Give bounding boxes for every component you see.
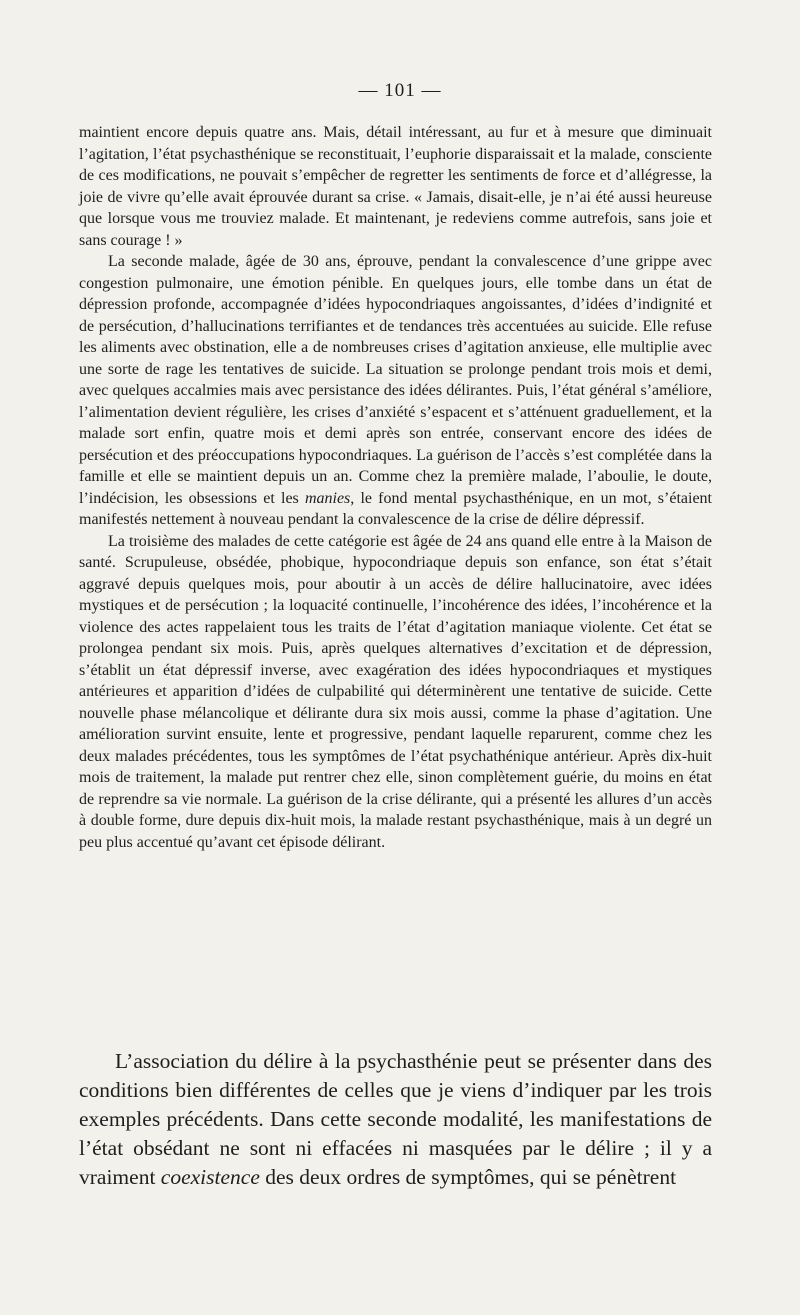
paragraph-2-end: , le fond mental psychasthénique, en un mot, s’étaient manifestés nettement à nouveau pendant la convalescence de la crise de délire dépressif. xyxy=(79,489,712,528)
paragraph-1: maintient encore depuis quatre ans. Mais, détail intéressant, au fur et à mesure que diminuait l’agitation, l’état psychasthénique se reconstituait, l’euphorie disparaissait et la malade, consciente de ces modifications, ne pouvait s’empêcher de regretter les sentiments de force et d’allégresse, la joie de vivre qu’elle avait éprouvée durant sa crise. « Jamais, disait-elle, je n’ai été aussi heureuse que lorsque vous me trouviez malade. Et maintenant, je redeviens comme autrefois, sans joie et sans courage ! » xyxy=(79,124,712,249)
large-text-section xyxy=(79,1047,712,1192)
body-text xyxy=(79,122,712,853)
paragraph-4-italic: coexistence xyxy=(160,1165,260,1189)
paragraph-4-end: des deux ordres de symptômes, qui se pénètrent xyxy=(259,1165,677,1189)
paragraph-3: La troisième des malades de cette catégorie est âgée de 24 ans quand elle entre à la Maison de santé. Scrupuleuse, obsédée, phobique, hypocondriaque depuis son enfance, son état s’était aggravé depuis quelques mois, pour aboutir à un accès de délire hallucinatoire, avec idées mystiques et de persécution ; la loquacité continuelle, l’incohérence des idées, l’incohérence et la violence des actes rappelaient tous les traits de l’état d’agitation maniaque violente. Cet état se prolongea pendant six mois. Puis, après quelques alternatives d’excitation et de dépression, s’établit un état dépressif inverse, avec exagération des idées hypocondriaques et mystiques antérieures et apparition d’idées de culpabilité qui déterminèrent une tentative de suicide. Cette nouvelle phase mélancolique et délirante dura six mois aussi, comme la phase d’agitation. Une amélioration survint ensuite, lente et progressive, pendant laquelle reparurent, comme chez les deux malades précédentes, tous les symptômes de l’état psychathénique antérieur. Après dix-huit mois de traitement, la malade put rentrer chez elle, sinon complètement guérie, du moins en état de reprendre sa vie normale. La guérison de la crise délirante, qui a présenté les allures d’un accès à double forme, dure depuis dix-huit mois, la malade restant psychasthénique, mais à un degré un peu plus accentué qu’avant cet épisode délirant. xyxy=(79,532,712,851)
paragraph-2-italic: manies xyxy=(304,489,351,507)
paragraph-2 xyxy=(79,251,712,531)
paragraph-4 xyxy=(79,1047,712,1192)
paragraph-2-text: La seconde malade, âgée de 30 ans, éprouve, pendant la convalescence d’une grippe avec congestion pulmonaire, une émotion pénible. En quelques jours, elle tombe dans un état de dépression profonde, accompagnée d’idées hypocondriaques angoissantes, d’idées d’indignité et de persécution, d’hallucinations terrifiantes et de tendances très accentuées au suicide. Elle refuse les aliments avec obstination, elle a de nombreuses crises d’agitation anxieuse, elle multiplie avec une sorte de rage les tentatives de suicide. La situation se prolonge pendant trois mois et demi, avec quelques accalmies mais avec persistance des idées délirantes. Puis, l’état général s’améliore, l’alimentation devient régulière, les crises d’anxiété s’espacent et s’atténuent graduellement, et la malade sort enfin, quatre mois et demi après son entrée, conservant encore des idées de persécution et des préoccupations hypocondriaques. La guérison de l’accès s’est complétée dans la famille et elle se maintient depuis un an. Comme chez la première malade, l’aboulie, le doute, l’indécision, les obsessions et les xyxy=(79,253,712,507)
paragraph-4-text: L’association du délire à la psychasthénie peut se présenter dans des conditions bien différentes de celles que je viens d’indiquer par les trois exemples précédents. Dans cette seconde modalité, les manifestations de l’état obsédant ne sont ni effacées ni masquées par le délire ; il y a vraiment xyxy=(79,1049,712,1189)
page-number: — 101 — xyxy=(358,80,442,101)
